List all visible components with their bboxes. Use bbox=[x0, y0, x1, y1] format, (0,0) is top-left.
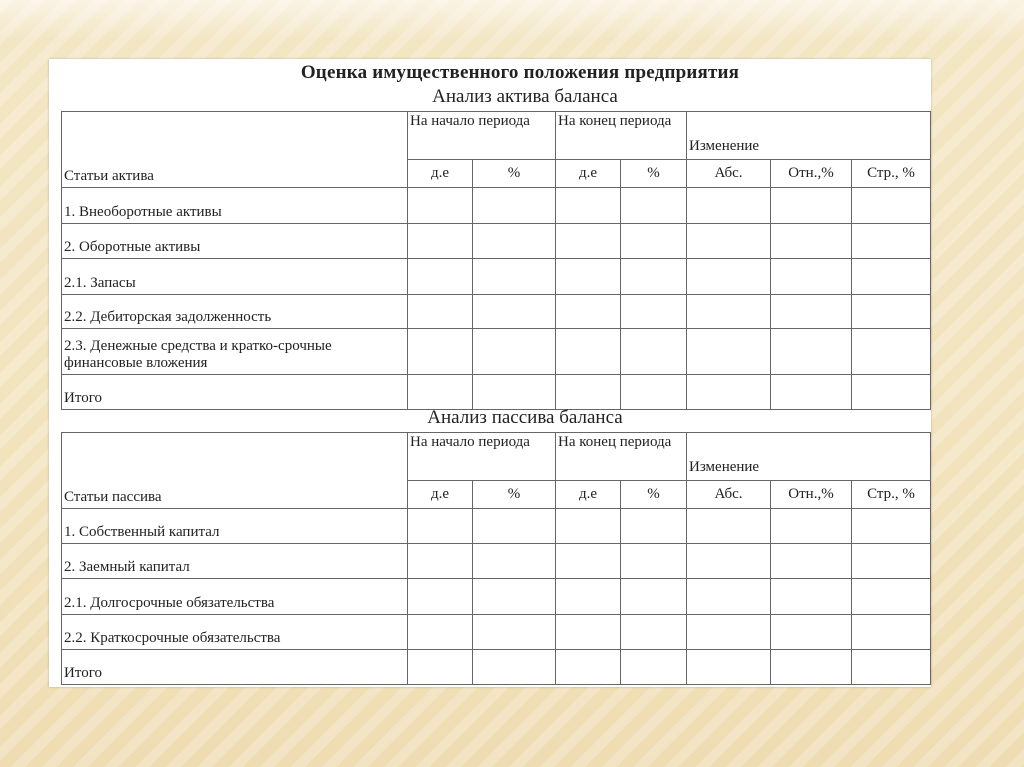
row-label: 2.2. Дебиторская задолженность bbox=[62, 295, 408, 329]
liabilities-end-de: д.е bbox=[556, 481, 621, 509]
row-label: Итого bbox=[62, 375, 408, 410]
liabilities-end-period-header: На конец периода bbox=[556, 433, 687, 481]
table-row bbox=[62, 579, 931, 615]
page-title: Оценка имущественного положения предприятия bbox=[300, 62, 740, 83]
row-label: 1. Внеоборотные активы bbox=[62, 188, 408, 224]
liabilities-first-col-header: Статьи пассива bbox=[62, 433, 408, 509]
liabilities-heading: Анализ пассива баланса bbox=[427, 407, 623, 428]
table-row bbox=[62, 259, 931, 295]
table-row bbox=[62, 615, 931, 650]
row-label: 2.2. Краткосрочные обязательства bbox=[62, 615, 408, 650]
liabilities-start-de: д.е bbox=[408, 481, 473, 509]
liabilities-start-pct: % bbox=[473, 481, 556, 509]
assets-start-pct: % bbox=[473, 160, 556, 188]
row-label: 2. Заемный капитал bbox=[62, 544, 408, 579]
document-page bbox=[49, 59, 931, 687]
assets-end-period-header: На конец периода bbox=[556, 112, 687, 160]
assets-rel: Отн.,% bbox=[771, 160, 852, 188]
assets-end-de: д.е bbox=[556, 160, 621, 188]
assets-end-pct: % bbox=[621, 160, 687, 188]
liabilities-str: Стр., % bbox=[852, 481, 931, 509]
assets-table bbox=[61, 111, 931, 410]
row-label: 2.1. Долгосрочные обязательства bbox=[62, 579, 408, 615]
table-row bbox=[62, 224, 931, 259]
assets-start-period-header: На начало периода bbox=[408, 112, 556, 160]
row-label: 1. Собственный капитал bbox=[62, 509, 408, 544]
assets-abs: Абс. bbox=[687, 160, 771, 188]
table-row bbox=[62, 650, 931, 685]
table-row bbox=[62, 295, 931, 329]
assets-heading: Анализ актива баланса bbox=[432, 86, 618, 107]
liabilities-abs: Абс. bbox=[687, 481, 771, 509]
table-row bbox=[62, 188, 931, 224]
assets-start-de: д.е bbox=[408, 160, 473, 188]
liabilities-start-period-header: На начало периода bbox=[408, 433, 556, 481]
liabilities-change-header: Изменение bbox=[687, 433, 931, 481]
assets-str: Стр., % bbox=[852, 160, 931, 188]
table-row bbox=[62, 509, 931, 544]
table-row bbox=[62, 329, 931, 375]
table-row bbox=[62, 544, 931, 579]
row-label: 2.3. Денежные средства и кратко-срочные финансовые вложения bbox=[62, 329, 408, 375]
assets-first-col-header: Статьи актива bbox=[62, 112, 408, 188]
row-label: Итого bbox=[62, 650, 408, 685]
liabilities-end-pct: % bbox=[621, 481, 687, 509]
liabilities-rel: Отн.,% bbox=[771, 481, 852, 509]
assets-change-header: Изменение bbox=[687, 112, 931, 160]
table-row bbox=[62, 375, 931, 410]
liabilities-table bbox=[61, 432, 931, 685]
background-band bbox=[0, 0, 1024, 40]
row-label: 2.1. Запасы bbox=[62, 259, 408, 295]
row-label: 2. Оборотные активы bbox=[62, 224, 408, 259]
